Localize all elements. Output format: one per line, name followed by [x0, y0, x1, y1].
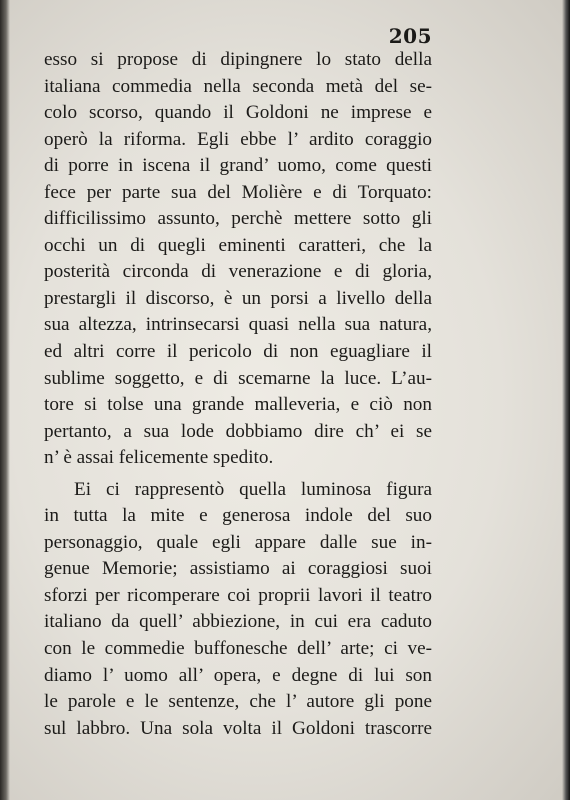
text-line: tore si tolse una grande malleveria, e ciò non: [44, 394, 432, 416]
text-line: pertanto, a sua lode dobbiamo dire ch’ ei se: [44, 420, 432, 442]
page-right-edge-shadow: [562, 0, 570, 800]
text-line: posterità circonda di venerazione e di gloria,: [44, 261, 432, 283]
text-line: esso si propose di dipingnere lo stato della: [44, 49, 432, 70]
text-line: prestargli il discorso, è un porsi a livello della: [44, 287, 432, 309]
text-line: sul labbro. Una sola volta il Goldoni trascorre: [44, 717, 432, 739]
text-line: Ei ci rappresentò quella luminosa figura: [74, 478, 432, 500]
text-line: italiana commedia nella seconda metà del se-: [44, 75, 432, 97]
text-line: colo scorso, quando il Goldoni ne imprese e: [44, 102, 432, 124]
text-line: difficilissimo assunto, perchè mettere sotto gli: [44, 208, 432, 230]
page-number: 205: [388, 24, 432, 48]
text-line: operò la riforma. Egli ebbe l’ ardito coraggio: [44, 128, 432, 150]
text-line: di porre in iscena il grand’ uomo, come questi: [44, 155, 432, 177]
page-left-edge-shadow: [0, 0, 10, 800]
text-line: n’ è assai felicemente spedito.: [44, 447, 274, 469]
paragraph-2: [44, 477, 432, 742]
text-line: genue Memorie; assistiamo ai coraggiosi suoi: [44, 558, 432, 580]
text-line: personaggio, quale egli appare dalle sue in-: [44, 531, 432, 553]
text-line: sua altezza, intrinsecarsi quasi nella sua natura,: [44, 314, 432, 336]
text-line: occhi un di quegli eminenti caratteri, che la: [44, 234, 432, 256]
text-line: sublime soggetto, e di scemarne la luce. L’au-: [44, 367, 432, 389]
text-line: in tutta la mite e generosa indole del suo: [44, 505, 432, 527]
text-line: diamo l’ uomo all’ opera, e degne di lui son: [44, 664, 432, 686]
text-line: le parole e le sentenze, che l’ autore gli pone: [44, 691, 432, 713]
text-line: fece per parte sua del Molière e di Torquato:: [44, 181, 432, 203]
body-text: [44, 47, 432, 742]
text-line: sforzi per ricomperare coi proprii lavori il teatro: [44, 584, 432, 606]
text-line: con le commedie buffonesche dell’ arte; ci ve-: [44, 638, 432, 660]
text-line: italiano da quell’ abbiezione, in cui era caduto: [44, 611, 432, 633]
paragraph-1: [44, 47, 432, 472]
text-line: ed altri corre il pericolo di non eguagliare il: [44, 341, 432, 363]
